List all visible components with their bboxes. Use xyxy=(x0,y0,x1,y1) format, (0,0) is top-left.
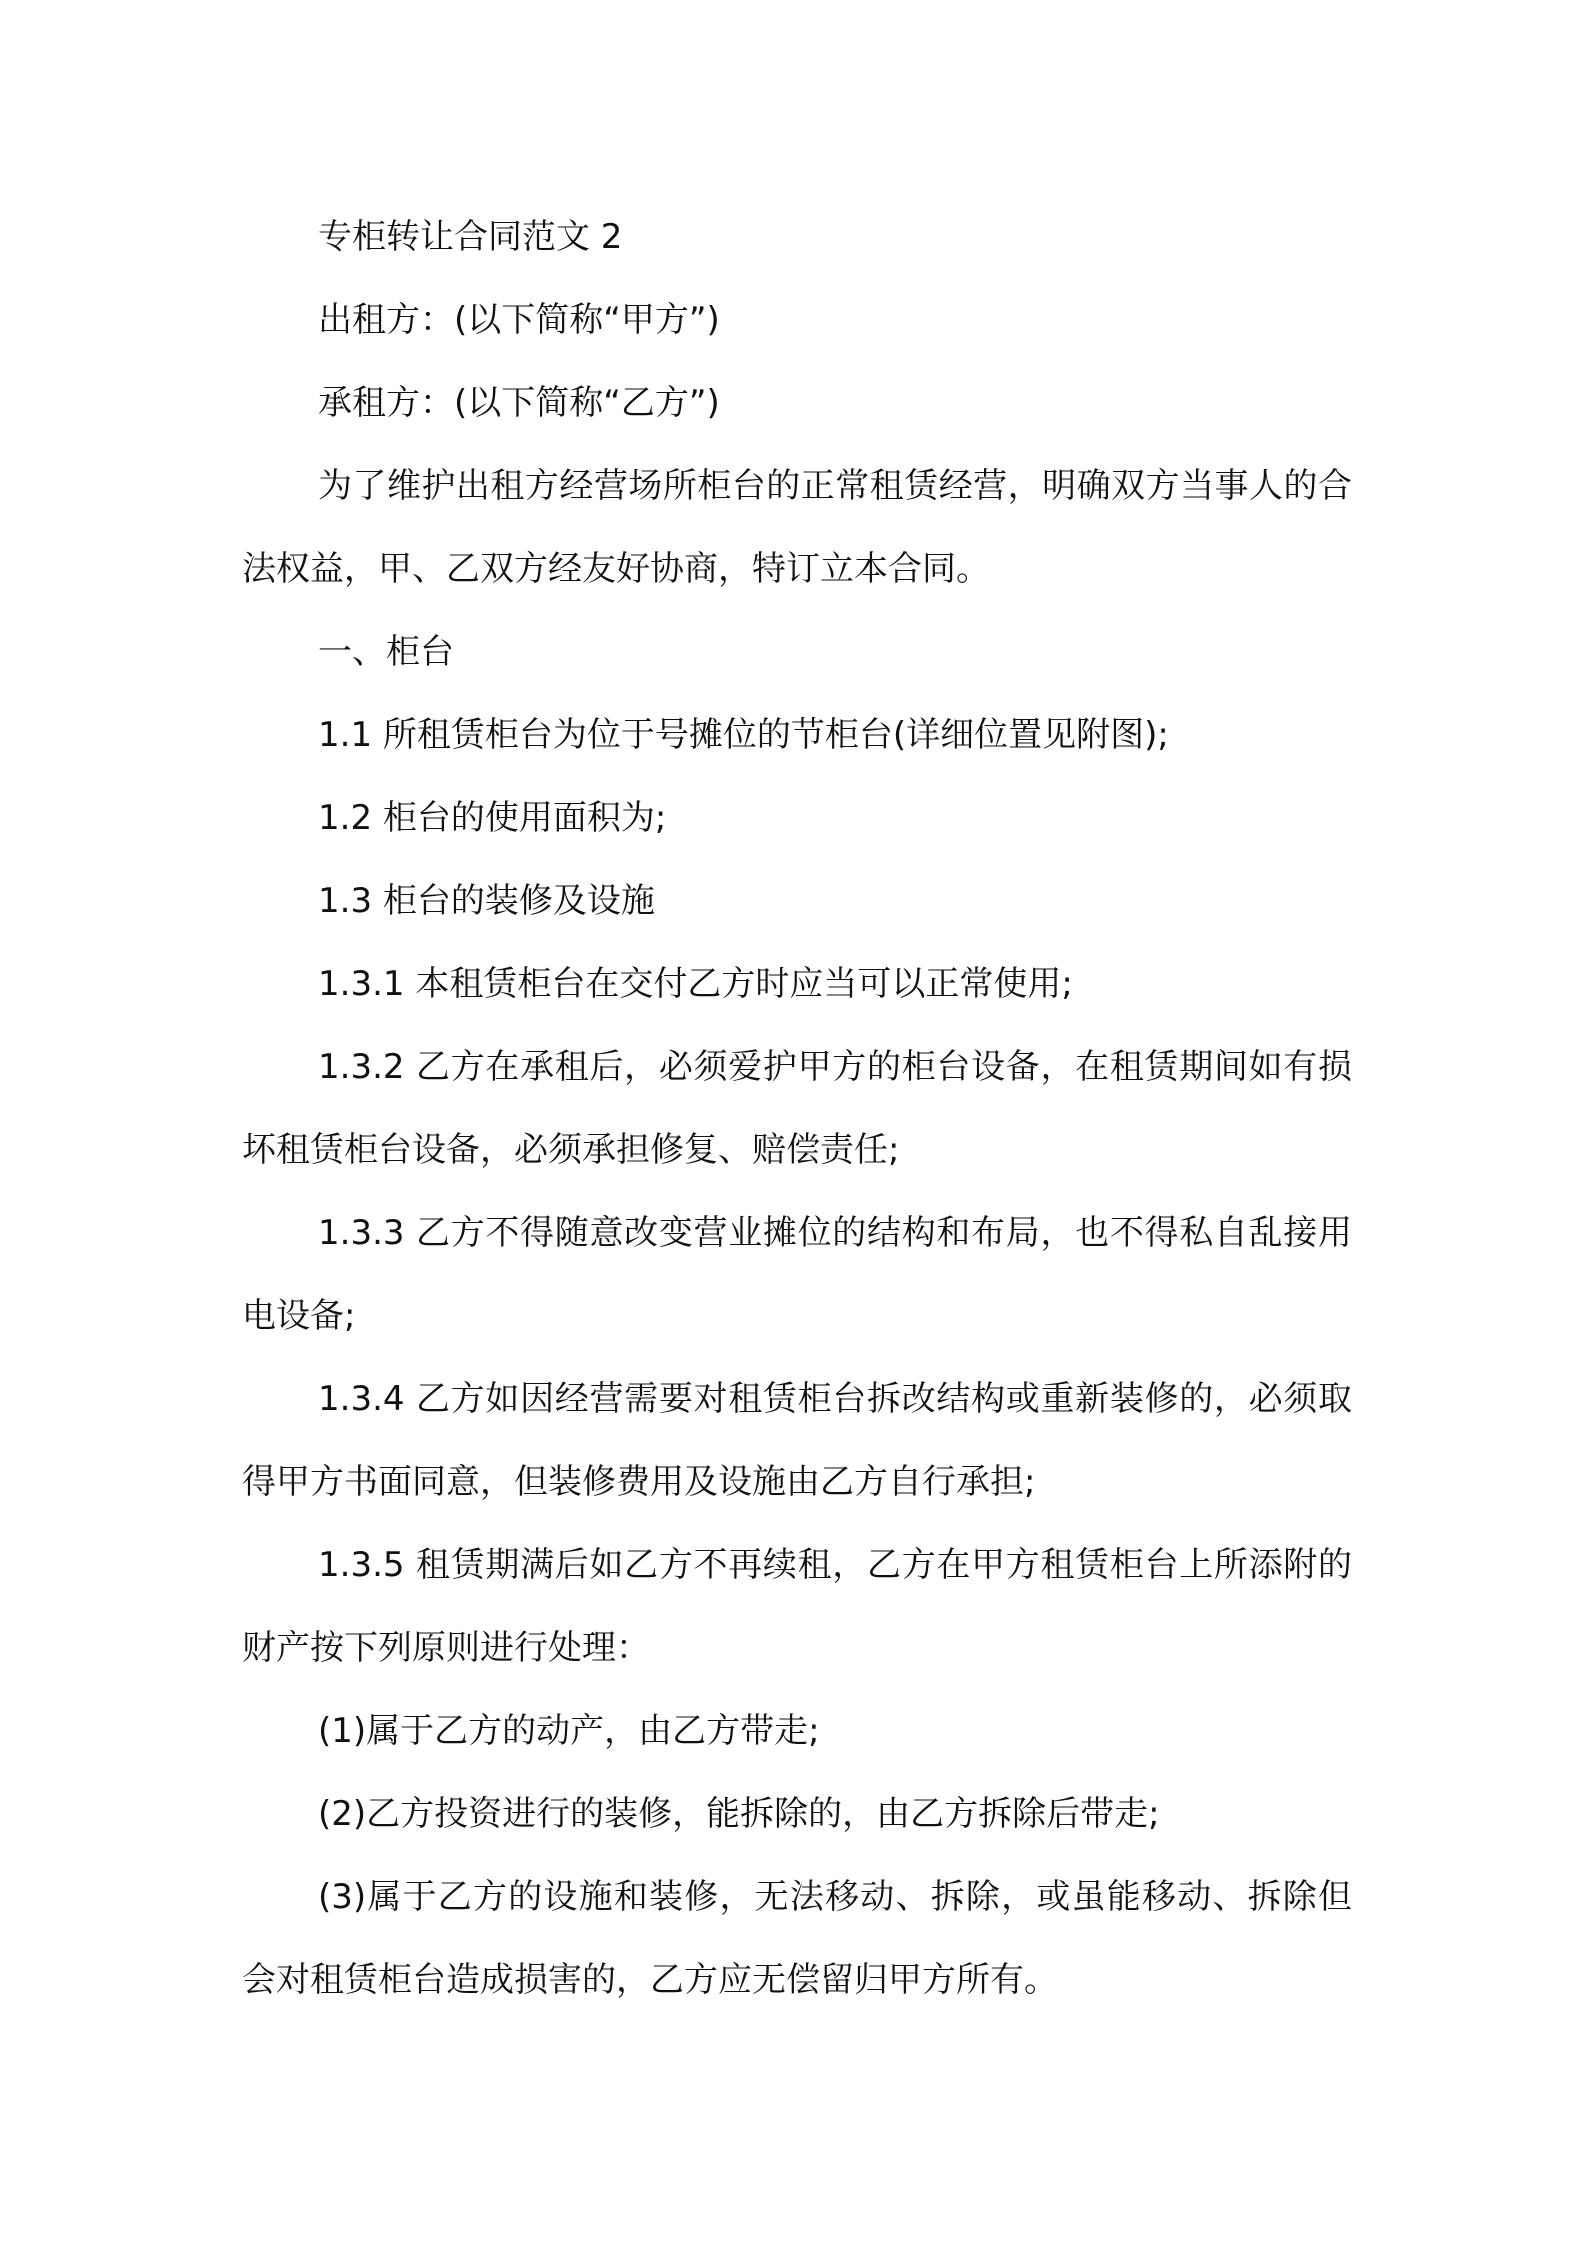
paragraph-lessor: 出租方：(以下简称“甲方”) xyxy=(318,300,720,340)
document-body xyxy=(242,196,1352,2022)
clause-1-3-3: 1.3.3 乙方不得随意改变营业摊位的结构和布局，也不得私自乱接用电设备; xyxy=(242,1213,1352,1336)
clause-1-1: 1.1 所租赁柜台为位于号摊位的节柜台(详细位置见附图); xyxy=(318,715,1169,755)
sub-clause-2: (2)乙方投资进行的装修，能拆除的，由乙方拆除后带走; xyxy=(318,1794,1160,1834)
clause-1-3-4: 1.3.4 乙方如因经营需要对租赁柜台拆改结构或重新装修的，必须取得甲方书面同意，但装修费用及设施由乙方自行承担; xyxy=(242,1379,1352,1502)
clause-1-3-2: 1.3.2 乙方在承租后，必须爱护甲方的柜台设备，在租赁期间如有损坏租赁柜台设备，必须承担修复、赔偿责任; xyxy=(242,1047,1352,1170)
section-heading-counter: 一、柜台 xyxy=(318,632,454,672)
sub-clause-1: (1)属于乙方的动产，由乙方带走; xyxy=(318,1711,820,1751)
sub-clause-3: (3)属于乙方的设施和装修，无法移动、拆除，或虽能移动、拆除但会对租赁柜台造成损害的，乙方应无偿留归甲方所有。 xyxy=(242,1877,1352,2000)
clause-1-2: 1.2 柜台的使用面积为; xyxy=(318,798,667,838)
paragraph-lessee: 承租方：(以下简称“乙方”) xyxy=(318,383,720,423)
clause-1-3-1: 1.3.1 本租赁柜台在交付乙方时应当可以正常使用; xyxy=(318,964,1073,1004)
paragraph-preamble: 为了维护出租方经营场所柜台的正常租赁经营，明确双方当事人的合法权益，甲、乙双方经友好协商，特订立本合同。 xyxy=(242,466,1352,589)
document-title: 专柜转让合同范文 2 xyxy=(318,217,623,257)
clause-1-3: 1.3 柜台的装修及设施 xyxy=(318,881,655,921)
clause-1-3-5: 1.3.5 租赁期满后如乙方不再续租，乙方在甲方租赁柜台上所添附的财产按下列原则进行处理： xyxy=(242,1545,1352,1668)
